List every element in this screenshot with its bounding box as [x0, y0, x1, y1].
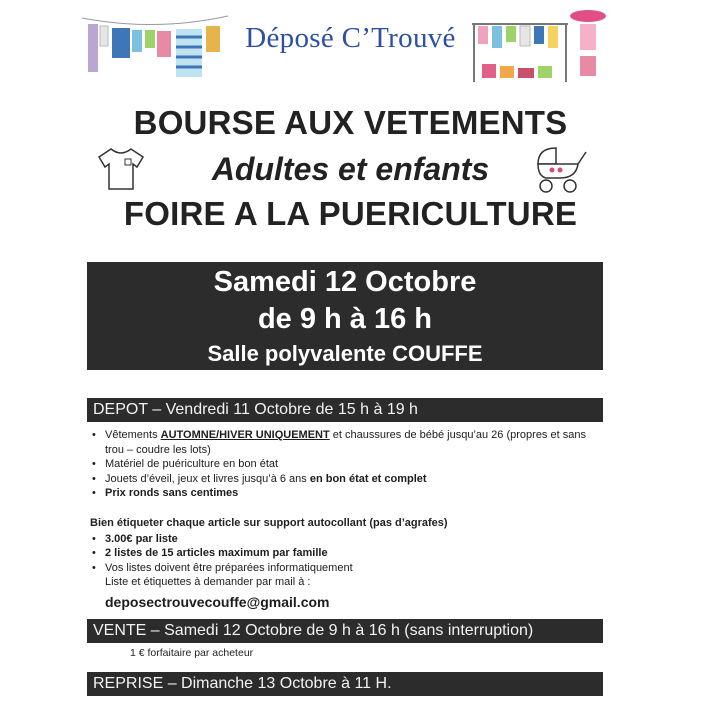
event-banner — [87, 262, 603, 370]
brand-logo-text: Déposé C’Trouvé — [245, 22, 456, 54]
event-venue: Salle polyvalente COUFFE — [207, 341, 483, 366]
depot-conditions-list — [90, 428, 600, 501]
label-note: Bien étiqueter chaque article sur support autocollant (pas d’agrafes) — [90, 516, 448, 529]
list-item: • 2 listes de 15 articles maximum par famille — [90, 546, 600, 561]
headline-bourse: BOURSE AUX VETEMENTS — [133, 104, 568, 141]
stroller-icon — [530, 142, 590, 196]
vente-bar: VENTE – Samedi 12 Octobre de 9 h à 16 h (sans interruption) — [87, 619, 603, 643]
depot-bar: DEPOT – Vendredi 11 Octobre de 15 h à 19 h — [87, 398, 603, 422]
list-item: • Vos listes doivent être préparées informatiquement Liste et étiquettes à demander par mail à : — [90, 561, 600, 590]
event-date: Samedi 12 Octobre — [213, 266, 477, 298]
event-hours: de 9 h à 16 h — [257, 303, 433, 335]
clothes-rack-illustration — [468, 6, 608, 86]
reprise-bar: REPRISE – Dimanche 13 Octobre à 11 H. — [87, 672, 603, 696]
headline-adultes-enfants: Adultes et enfants — [211, 151, 490, 187]
tshirt-icon — [95, 145, 147, 193]
list-item: • 3.00€ par liste — [90, 532, 600, 547]
list-item: • Jouets d’éveil, jeux et livres jusqu’à 6 ans en bon état et complet — [90, 472, 600, 487]
contact-email[interactable]: deposectrouvecouffe@gmail.com — [105, 593, 330, 610]
list-item: • Matériel de puériculture en bon état — [90, 457, 600, 472]
vente-note: 1 € forfaitaire par acheteur — [130, 647, 254, 659]
list-item: • Prix ronds sans centimes — [90, 486, 600, 501]
headline-puericulture: FOIRE A LA PUERICULTURE — [123, 195, 578, 232]
list-item: • Vêtements AUTOMNE/HIVER UNIQUEMENT et chaussures de bébé jusqu’au 26 (propres et sans trou – coudre les lots) — [90, 428, 600, 457]
list-rules — [90, 532, 600, 590]
depot-details — [90, 428, 600, 610]
